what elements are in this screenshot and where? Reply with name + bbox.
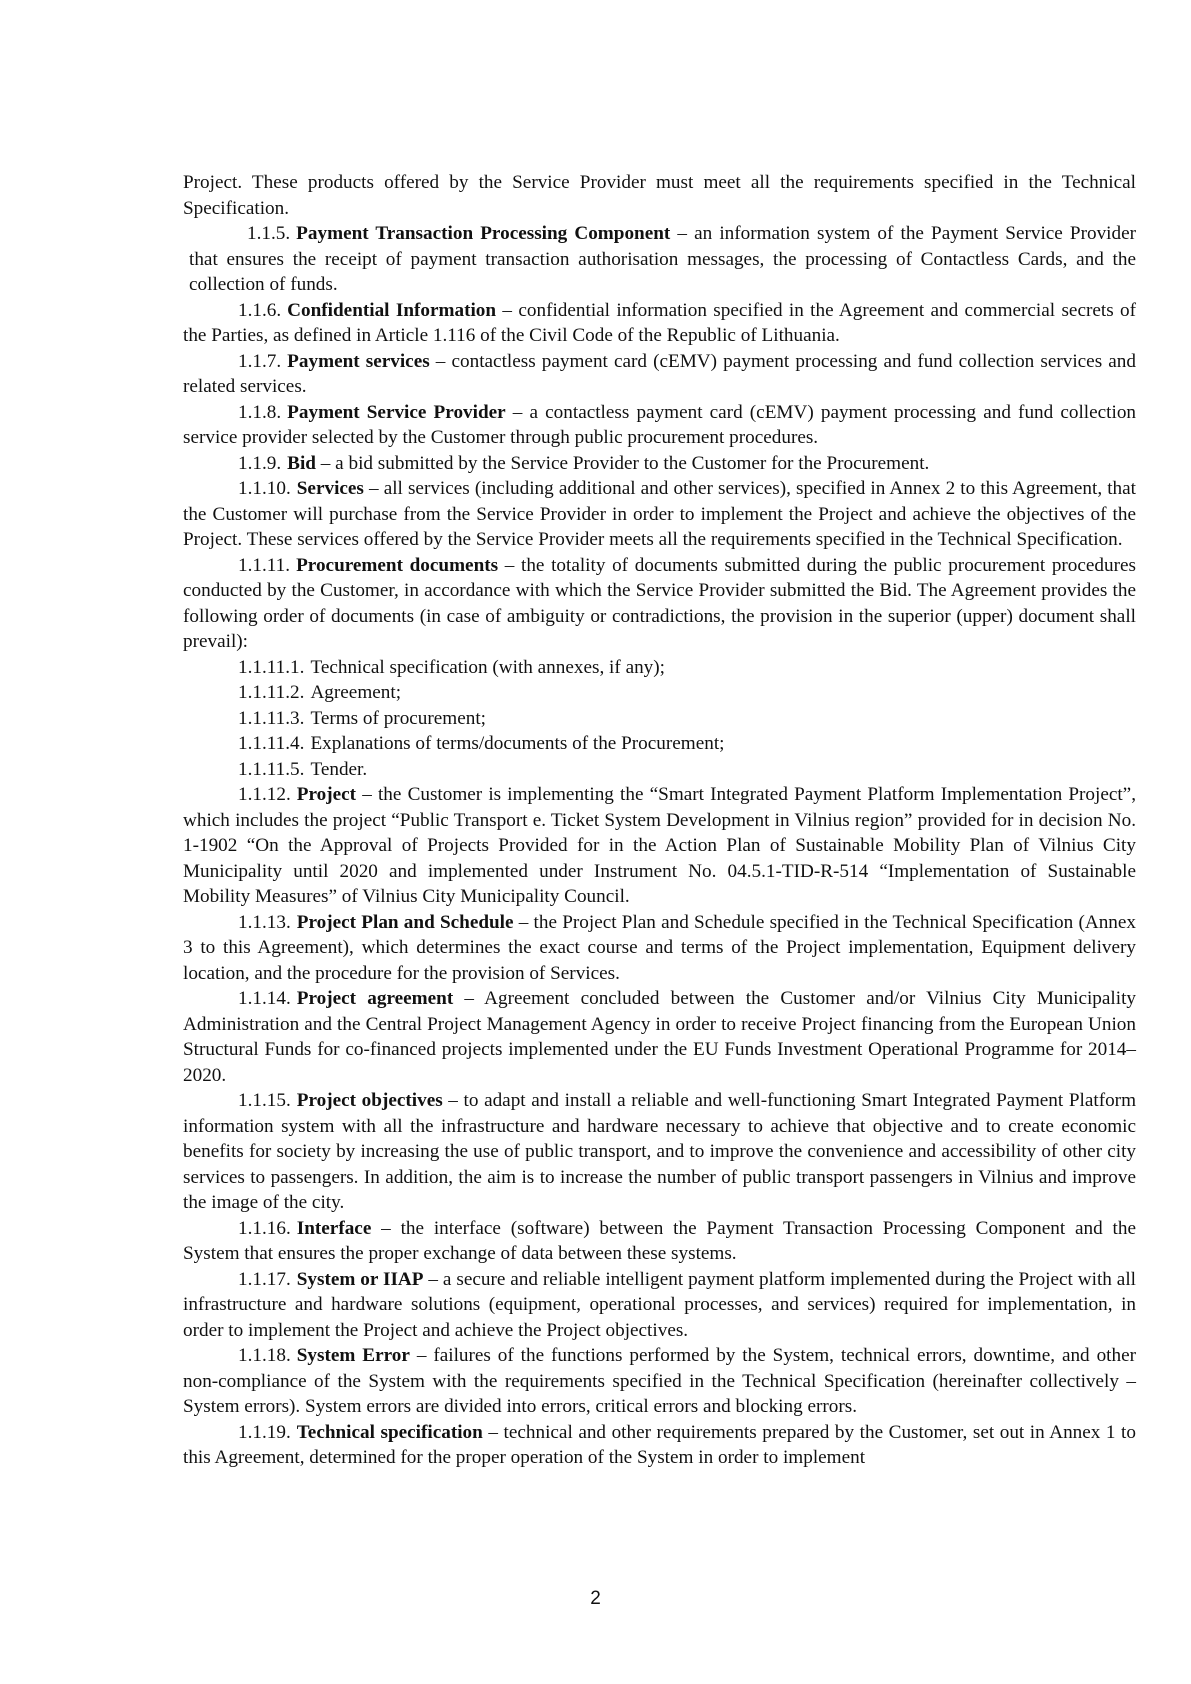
definition-paragraph (183, 986, 1136, 1088)
defined-term: Payment Transaction Processing Component (296, 223, 671, 244)
clause-number: 1.1.19. (238, 1421, 291, 1443)
definition-paragraph (183, 910, 1136, 987)
definition-text: – an information system of the Payment Service Provider that ensures the receipt of payment transaction authorisation messages, the processing of Contactless Cards, and the collection of funds. (189, 223, 1136, 295)
defined-term: Project (296, 784, 357, 805)
definition-text: – Agreement concluded between the Customer and/or Vilnius City Municipality Administration and the Central Project Management Agency in order to receive Project financing from the European Union Structural Funds for co-financed projects implemented under the EU Funds Investment Operational Programme for 2014–2020. (183, 988, 1136, 1086)
definition-text: – confidential information specified in the Agreement and commercial secrets of the Parties, as defined in Article 1.116 of the Civil Code of the Republic of Lithuania. (183, 299, 1136, 346)
definition-paragraph (183, 221, 1136, 298)
list-item-text: Terms of procurement; (310, 707, 486, 729)
list-item (183, 706, 1136, 732)
definition-paragraph (183, 298, 1136, 349)
clause-number: 1.1.13. (238, 911, 291, 933)
clause-number: 1.1.8. (238, 401, 282, 423)
definition-paragraph (183, 451, 1136, 477)
clause-number: 1.1.11.4. (238, 733, 305, 754)
clause-number: 1.1.5. (247, 223, 291, 244)
defined-term: Technical specification (296, 1421, 483, 1443)
clause-number: 1.1.11.5. (238, 758, 305, 780)
list-item-text: Tender. (310, 758, 368, 780)
definition-paragraph (183, 1420, 1136, 1471)
clause-number: 1.1.15. (238, 1090, 291, 1111)
definition-paragraph (183, 782, 1136, 910)
defined-term: Bid (287, 452, 316, 474)
definition-text: – a bid submitted by the Service Provider to the Customer for the Procurement. (315, 452, 930, 474)
defined-term: Services (296, 478, 364, 499)
page-number: 2 (590, 1588, 601, 1609)
clause-number: 1.1.12. (238, 784, 291, 805)
list-item (183, 680, 1136, 706)
definition-paragraph (183, 1343, 1136, 1420)
definition-text: – a contactless payment card (cEMV) payment processing and fund collection service provider selected by the Customer through public procurement procedures. (183, 401, 1137, 448)
definition-paragraph (183, 1216, 1136, 1267)
defined-term: Project agreement (296, 988, 454, 1009)
definition-text: – to adapt and install a reliable and well-functioning Smart Integrated Payment Platform information system with all the infrastructure and hardware necessary to achieve that objective and to create economic benefits for society by increasing the use of public transport, and to improve the convenience and accessibility of other city services to passengers. In addition, the aim is to increase the number of public transport passengers in Vilnius and improve the image of the city. (183, 1090, 1136, 1213)
defined-term: Payment services (287, 350, 430, 372)
defined-term: Procurement documents (296, 554, 499, 576)
clause-number: 1.1.11. (238, 554, 291, 576)
definition-text: – the interface (software) between the Payment Transaction Processing Component and the System that ensures the proper exchange of data between these systems. (183, 1217, 1136, 1264)
clause-number: 1.1.9. (238, 452, 282, 474)
definition-paragraph (183, 349, 1136, 400)
clause-number: 1.1.11.1. (238, 656, 305, 678)
definition-paragraph (183, 553, 1136, 655)
definition-text: – the Project Plan and Schedule specified in the Technical Specification (Annex 3 to this Agreement), which determines the exact course and terms of the Project implementation, Equipment delivery location, and the procedure for the provision of Services. (183, 911, 1136, 984)
definition-text: – the Customer is implementing the “Smart Integrated Payment Platform Implementation Project”, which includes the project “Public Transport e. Ticket System Development in Vilnius region” provided for in decision No. 1-1902 “On the Approval of Projects Provided for in the Action Plan of Sustainable Mobility Plan of Vilnius City Municipality until 2020 and implemented under Instrument No. 04.5.1-TID-R-514 “Implementation of Sustainable Mobility Measures” of Vilnius City Municipality Council. (183, 784, 1136, 907)
definition-text: – a secure and reliable intelligent payment platform implemented during the Project with all infrastructure and hardware solutions (equipment, operational processes, and services) required for implementation, in order to implement the Project and achieve the Project objectives. (183, 1268, 1136, 1341)
definition-paragraph (183, 1088, 1136, 1216)
defined-term: Confidential Information (287, 299, 497, 321)
defined-term: System Error (296, 1345, 410, 1366)
definition-paragraph (183, 476, 1136, 553)
defined-term: Project objectives (296, 1090, 443, 1111)
clause-number: 1.1.6. (238, 299, 282, 321)
clause-number: 1.1.11.3. (238, 707, 305, 729)
definition-paragraph (183, 1267, 1136, 1344)
intro-paragraph: Project. These products offered by the Service Provider must meet all the requirements specified in the Technical Specification. (183, 172, 1136, 219)
definition-paragraph (183, 400, 1136, 451)
clause-number: 1.1.10. (238, 478, 291, 499)
list-item (183, 731, 1136, 757)
definition-text: – failures of the functions performed by the System, technical errors, downtime, and other non-compliance of the System with the requirements specified in the Technical Specification (hereinafter collectively – System errors). System errors are divided into errors, critical errors and blocking errors. (183, 1345, 1136, 1417)
clause-number: 1.1.16. (238, 1217, 291, 1239)
list-item-text: Technical specification (with annexes, if any); (310, 656, 665, 678)
list-item-text: Explanations of terms/documents of the Procurement; (310, 733, 725, 754)
clause-number: 1.1.7. (238, 350, 282, 372)
definition-text: – contactless payment card (cEMV) payment processing and fund collection services and related services. (183, 350, 1136, 397)
definition-text: – all services (including additional and other services), specified in Annex 2 to this Agreement, that the Customer will purchase from the Service Provider in order to implement the Project and achieve the objectives of the Project. These services offered by the Service Provider meets all the requirements specified in the Technical Specification. (183, 478, 1136, 550)
list-item (183, 757, 1136, 783)
definition-text: – the totality of documents submitted during the public procurement procedures conducted by the Customer, in accordance with which the Service Provider submitted the Bid. The Agreement provides the following order of documents (in case of ambiguity or contradictions, the provision in the superior (upper) document shall prevail): (183, 554, 1136, 652)
defined-term: Payment Service Provider (287, 401, 506, 423)
clause-number: 1.1.14. (238, 988, 291, 1009)
clause-number: 1.1.11.2. (238, 682, 305, 703)
list-item (183, 655, 1136, 681)
definition-text: – technical and other requirements prepared by the Customer, set out in Annex 1 to this Agreement, determined for the proper operation of the System in order to implement (183, 1421, 1136, 1468)
clause-number: 1.1.17. (238, 1268, 291, 1290)
defined-term: Interface (296, 1217, 372, 1239)
list-item-text: Agreement; (310, 682, 402, 703)
defined-term: Project Plan and Schedule (296, 911, 514, 933)
clause-number: 1.1.18. (238, 1345, 291, 1366)
defined-term: System or IIAP (296, 1268, 424, 1290)
document-page (183, 170, 1136, 1471)
